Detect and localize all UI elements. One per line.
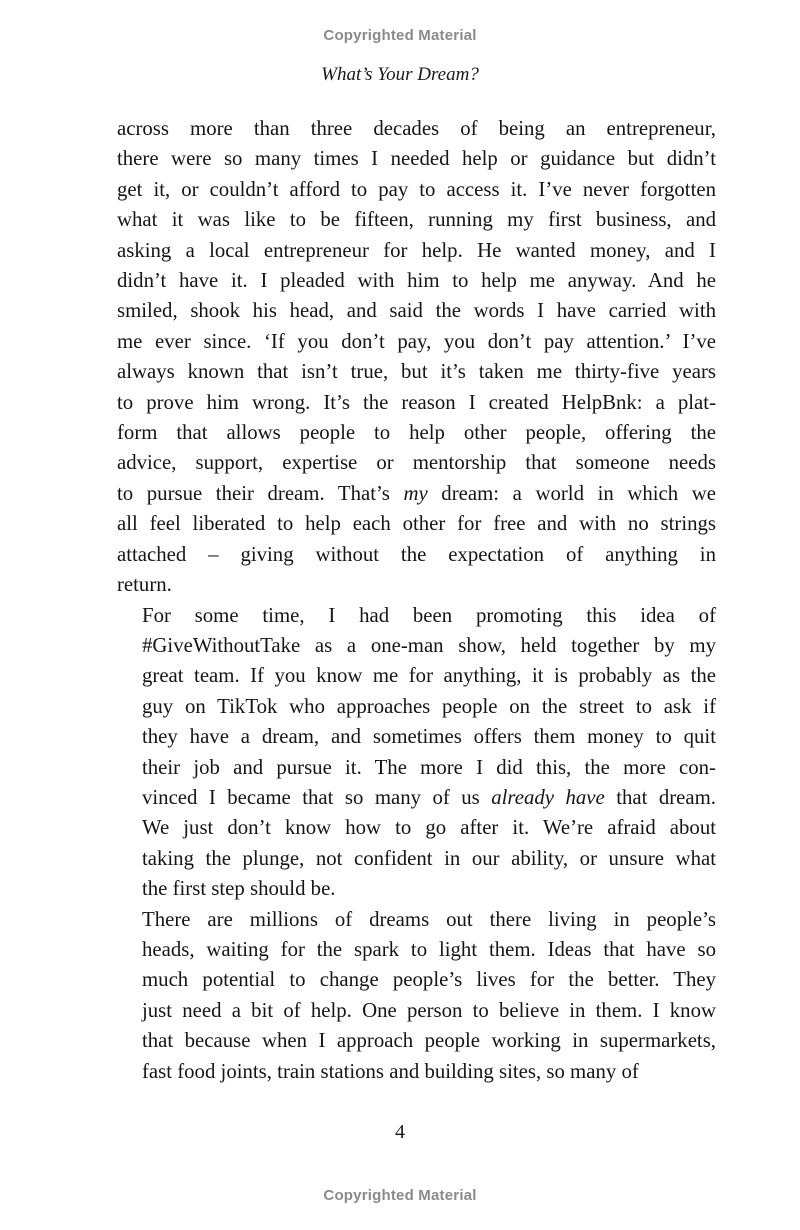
text-line: return. (117, 573, 172, 597)
text-line: fast food joints, train stations and building sites, so many of (142, 1059, 639, 1083)
text-line: to prove him wrong. It’s the reason I created HelpBnk: a plat- (117, 390, 716, 414)
text-line: much potential to change people’s lives for the better. They (142, 968, 716, 992)
text-line: didn’t have it. I pleaded with him to help me anyway. And he (117, 269, 716, 293)
text-line: that because when I approach people working in supermarkets, (142, 1029, 716, 1053)
text-line: to pursue their dream. That’s my dream: a world in which we (117, 481, 717, 505)
body-text (117, 114, 716, 1087)
text-line: smiled, shook his head, and said the words I have carried with (117, 299, 716, 323)
text-line: just need a bit of help. One person to believe in them. I know (142, 998, 716, 1022)
text-line: attached – giving without the expectation of anything in (117, 542, 716, 566)
text-line: great team. If you know me for anything, it is probably as the (142, 664, 716, 688)
text-line: across more than three decades of being an entrepreneur, (117, 117, 716, 140)
emphasis: my (403, 481, 428, 505)
copyright-watermark-top: Copyrighted Material (323, 27, 477, 44)
text-line: guy on TikTok who approaches people on the street to ask if (142, 694, 716, 718)
text-line: heads, waiting for the spark to light them. Ideas that have so (142, 937, 716, 961)
page-number: 4 (395, 1121, 405, 1143)
text-line: taking the plunge, not confident in our ability, or unsure what (142, 846, 716, 870)
text-line: there were so many times I needed help or guidance but didn’t (117, 147, 716, 171)
text-line: advice, support, expertise or mentorship that someone needs (117, 451, 716, 475)
text-line: #GiveWithoutTake as a one-man show, held together by my (142, 633, 716, 657)
text-line: their job and pursue it. The more I did this, the more con- (142, 755, 716, 779)
text-line: me ever since. ‘If you don’t pay, you don’t pay attention.’ I’ve (117, 329, 716, 353)
text-line: form that allows people to help other people, offering the (117, 421, 716, 445)
paragraph (117, 905, 716, 1087)
paragraph (117, 114, 716, 601)
text-line: always known that isn’t true, but it’s taken me thirty-five years (117, 360, 716, 384)
text-line: what it was like to be fifteen, running my first business, and (117, 208, 716, 232)
copyright-watermark-bottom: Copyrighted Material (323, 1187, 477, 1204)
text-line: they have a dream, and sometimes offers them money to quit (142, 725, 716, 749)
text-line: We just don’t know how to go after it. We’re afraid about (142, 816, 716, 840)
text-line: the first step should be. (142, 877, 336, 901)
running-head-title: What’s Your Dream? (321, 64, 479, 85)
paragraph (117, 601, 716, 905)
emphasis: already have (491, 785, 605, 809)
text-line: vinced I became that so many of us already have that dream. (142, 785, 717, 809)
text-line: For some time, I had been promoting this idea of (142, 603, 716, 627)
text-line: asking a local entrepreneur for help. He wanted money, and I (117, 238, 716, 262)
text-line: There are millions of dreams out there living in people’s (142, 907, 716, 931)
text-line: get it, or couldn’t afford to pay to access it. I’ve never forgotten (117, 177, 716, 201)
text-line: all feel liberated to help each other for free and with no strings (117, 512, 716, 536)
